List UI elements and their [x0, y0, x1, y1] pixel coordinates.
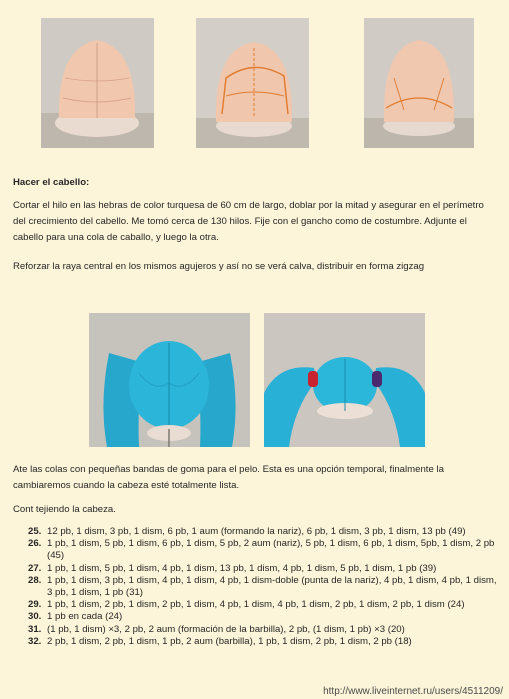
pattern-row — [28, 599, 498, 611]
row-number: 31. — [28, 623, 42, 635]
doll-head-turquoise-pigtails-photo — [89, 313, 250, 447]
row-number: 30. — [28, 611, 42, 623]
pattern-row — [28, 611, 498, 623]
row-number: 26. — [28, 538, 42, 550]
crocheted-head-with-orange-marking-photo — [196, 18, 309, 148]
row-number: 28. — [28, 574, 42, 586]
source-url-watermark: http://www.liveinternet.ru/users/4511209/ — [323, 686, 503, 697]
crocheted-head-back-photo — [364, 18, 474, 148]
row-text: 1 pb, 1 dism, 5 pb, 1 dism, 4 pb, 1 dism, 13 pb, 1 dism, 4 pb, 1 dism, 5 pb, 1 dism, 1 pb (39) — [47, 562, 437, 574]
row-text: (1 pb, 1 dism) ×3, 2 pb, 2 aum (formación de la barbilla), 2 pb, (1 dism, 1 pb) ×3 (20) — [47, 623, 405, 635]
row-number: 32. — [28, 635, 42, 647]
instructions-paragraph: Reforzar la raya central en los mismos agujeros y así no se verá calva, distribuir en forma zigzag — [13, 261, 425, 272]
row-number: 25. — [28, 526, 42, 537]
pattern-rows-list — [28, 526, 498, 648]
instructions-paragraph: Ate las colas con pequeñas bandas de goma para el pelo. Esta es una opción temporal, finalmente la cambiaremos cuando la cabeza esté totalmente lista. — [13, 464, 444, 491]
pattern-row — [28, 526, 498, 538]
pattern-row — [28, 624, 498, 636]
pattern-row — [28, 563, 498, 575]
row-number: 29. — [28, 599, 42, 611]
row-text: 1 pb en cada (24) — [47, 611, 123, 623]
pattern-row — [28, 636, 498, 648]
row-text: 2 pb, 1 dism, 2 pb, 1 dism, 1 pb, 2 aum (barbilla), 1 pb, 1 dism, 2 pb, 1 dism, 2 pb (18) — [47, 635, 412, 647]
pattern-row — [28, 575, 498, 599]
crocheted-head-photo — [41, 18, 154, 148]
row-text: 1 pb, 1 dism, 2 pb, 1 dism, 2 pb, 1 dism, 4 pb, 1 dism, 4 pb, 1 dism, 2 pb, 1 dism, 2 pb, 1 dism (24) — [47, 599, 465, 611]
row-number: 27. — [28, 562, 42, 574]
row-text: 1 pb, 1 dism, 3 pb, 1 dism, 4 pb, 1 dism, 4 pb, 1 dism-doble (punta de la nariz), 4 pb, 1 dism, 4 pb, 1 dism, 3 pb, 1 dism, 1 pb (31) — [47, 574, 497, 599]
doll-head-turquoise-pigtails-side-photo — [264, 313, 425, 447]
row-text: 1 pb, 1 dism, 5 pb, 1 dism, 6 pb, 1 dism, 5 pb, 2 aum (nariz), 5 pb, 1 dism, 6 pb, 1 dism, 5pb, 1 dism, 2 pb (45) — [47, 538, 495, 562]
pattern-row — [28, 538, 498, 562]
instructions-paragraph: Cortar el hilo en las hebras de color turquesa de 60 cm de largo, doblar por la mitad y asegurar en el perímetro del crecimiento del cabello. Me tomó cerca de 130 hilos. Fije con el gancho como de costumbre. Adjunte el cabello para una cola de caballo, y luego la otra. — [13, 200, 484, 243]
section-heading: Hacer el cabello: — [13, 177, 90, 188]
row-text: 12 pb, 1 dism, 3 pb, 1 dism, 6 pb, 1 aum (formando la nariz), 6 pb, 1 dism, 3 pb, 1 dism, 13 pb (49) — [47, 526, 466, 537]
instructions-paragraph: Cont tejiendo la cabeza. — [13, 504, 116, 515]
